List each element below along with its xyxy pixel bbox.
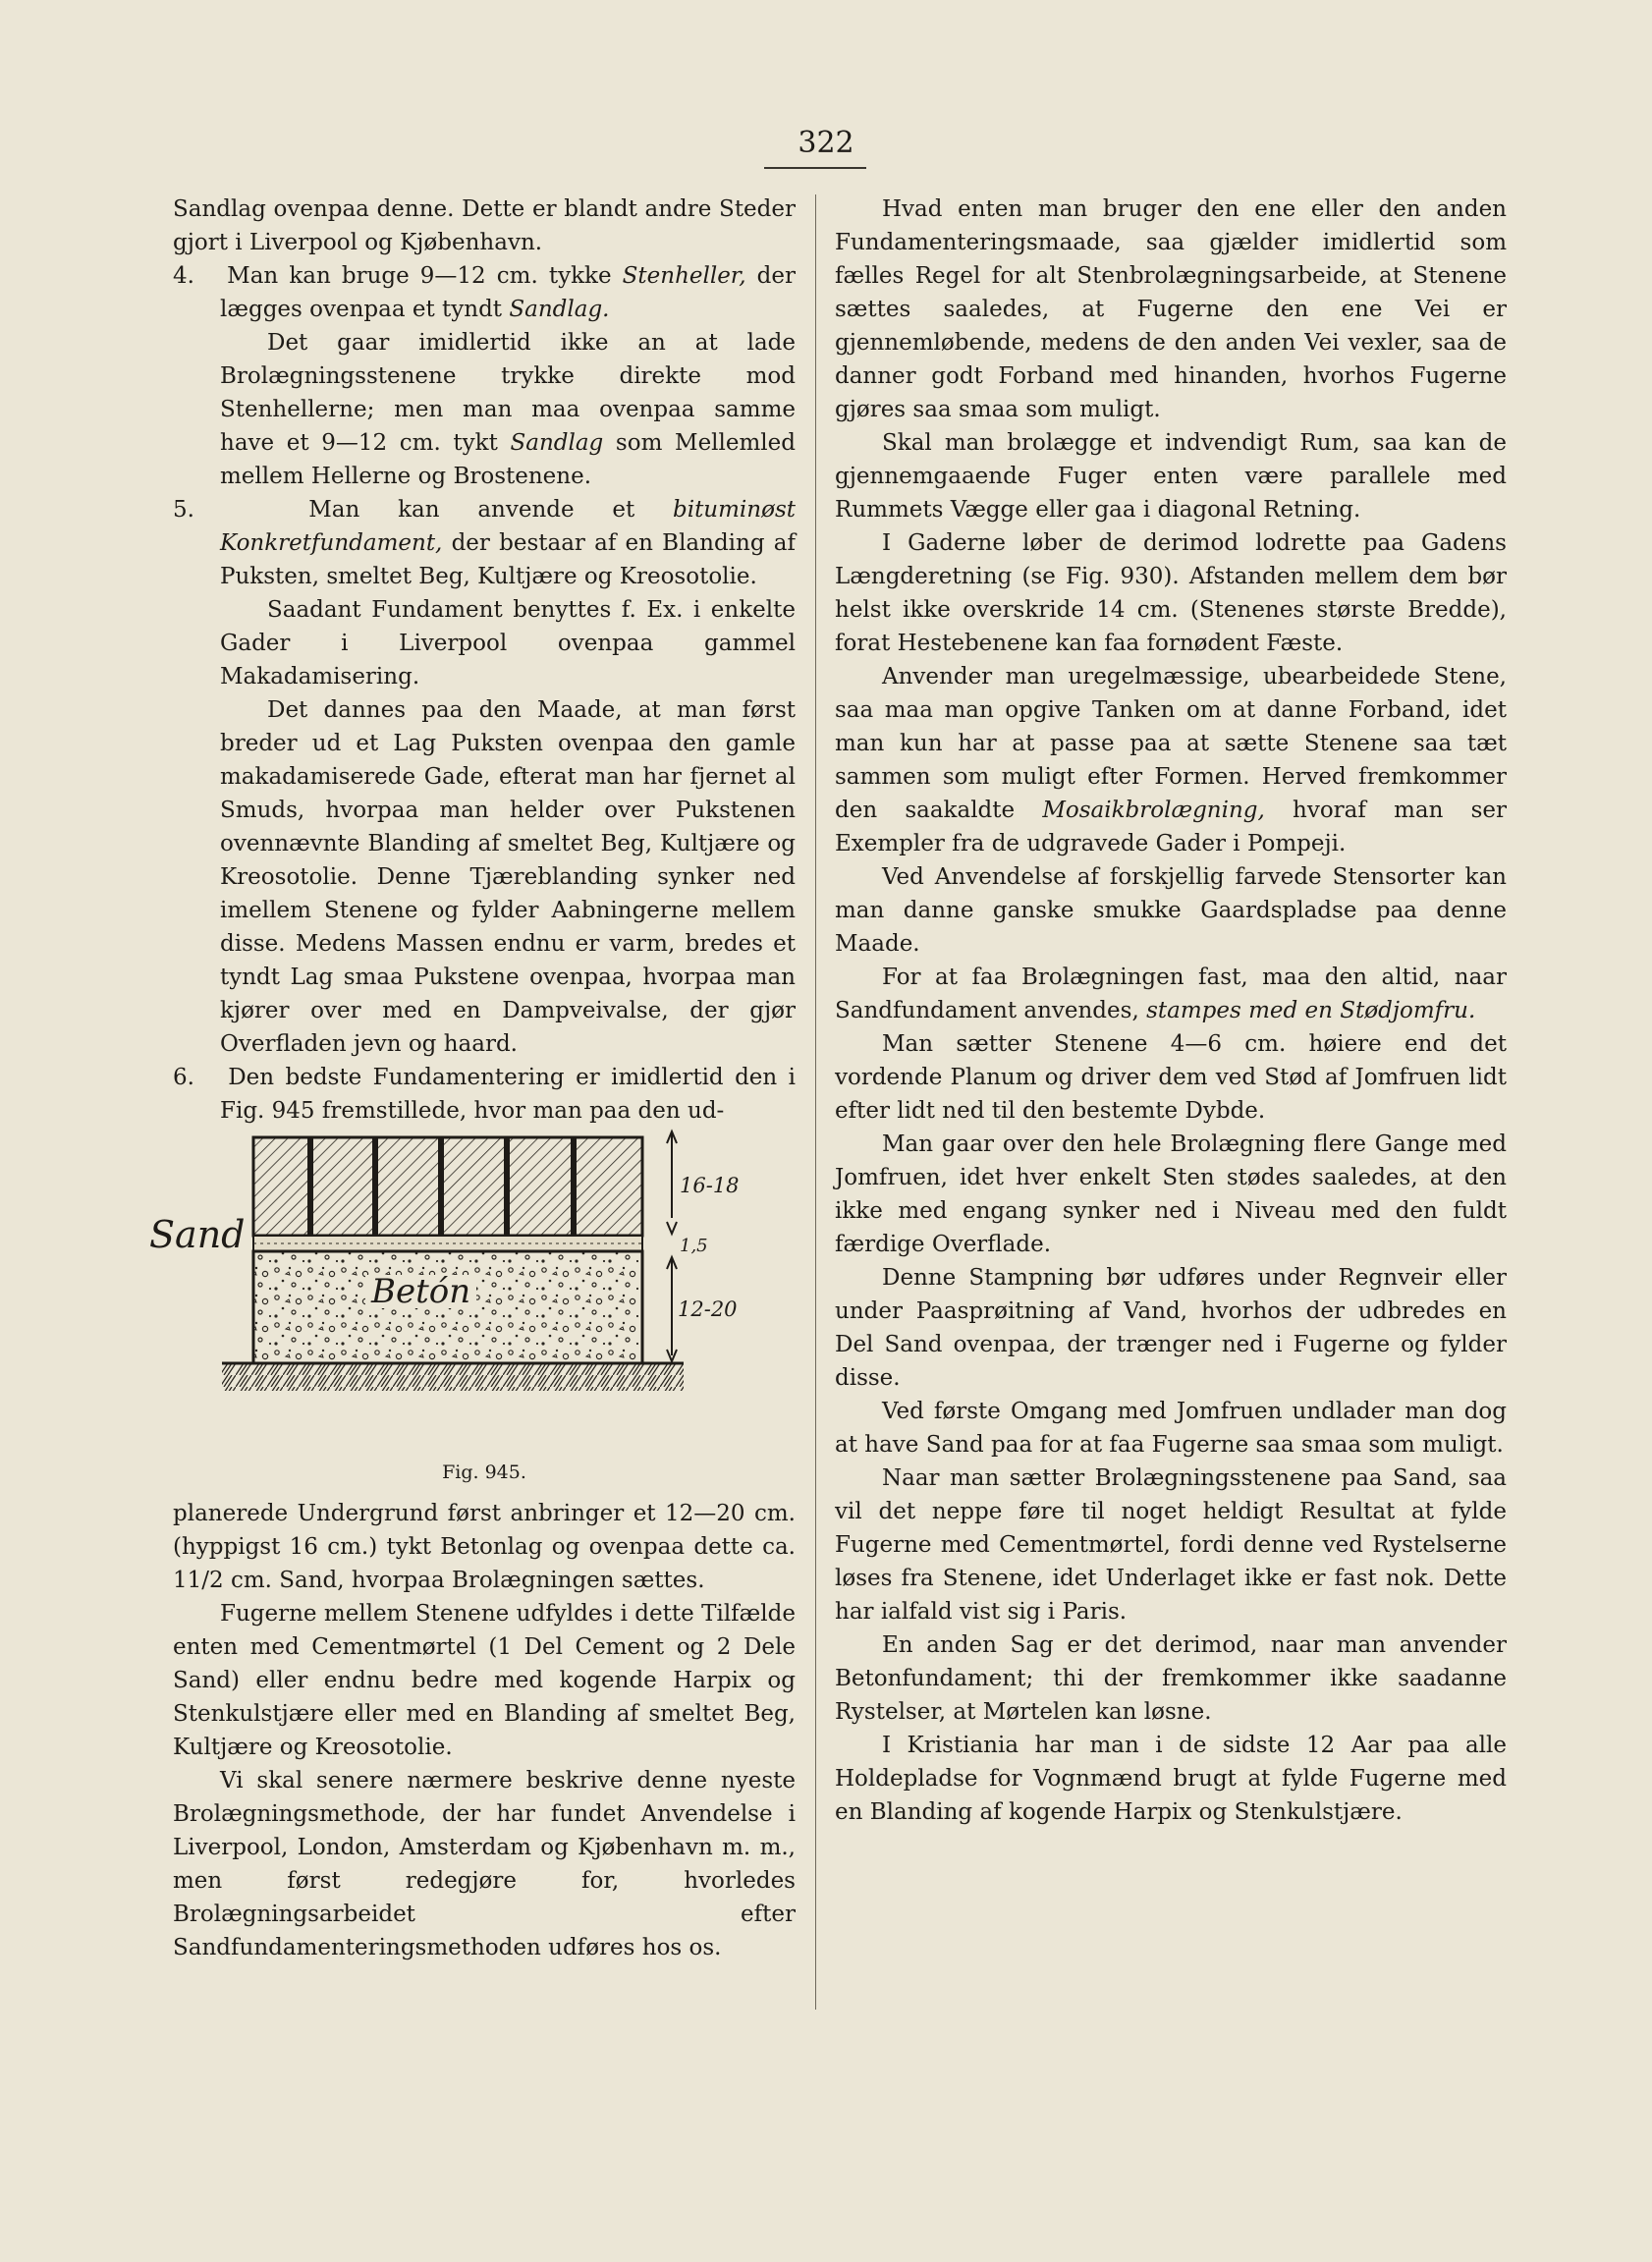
- emphasis-text: stampes med en Stødjomfru.: [1146, 998, 1476, 1023]
- paragraph: Denne Stampning bør udføres under Regnveir eller under Paasprøitning af Vand, hvorhos der udbredes en Del Sand ovenpaa, der trænger ned i Fugerne og fylder disse.: [835, 1265, 1507, 1391]
- list-text: Den bedste Fundamentering er imidlertid den i Fig. 945 fremstillede, hvor man paa den ud-: [220, 1065, 796, 1124]
- emphasis-text: bituminøst Konkretfundament,: [220, 497, 796, 556]
- list-text: Man kan bruge 9—12 cm. tykke: [227, 263, 612, 289]
- text-run: Anvender man uregelmæssige, ubearbeidede Stene, saa maa man opgive Tanken om at danne Forband, idet man kun har at passe paa at sætte Stenene saa tæt sammen som muligt efter Formen. Herved fremkommer den saakaldte: [835, 664, 1507, 823]
- column-divider: [815, 194, 816, 2010]
- paragraph: Skal man brolægge et indvendigt Rum, saa kan de gjennemgaaende Fuger enten være parallele med Rummets Vægge eller gaa i diagonal Retning.: [835, 430, 1507, 523]
- emphasis-text: Sandlag: [510, 430, 604, 456]
- paragraph: Vi skal senere nærmere beskrive denne nyeste Brolægningsmethode, der har fundet Anvendelse i Liverpool, London, Amsterdam og Kjøbenhavn m. m., men først redegjøre for, hvorledes Brolægningsarbeidet efter Sandfundamenteringsmethoden udføres hos os.: [173, 1768, 796, 1960]
- list-number: 6.: [173, 1065, 194, 1090]
- list-subparagraph: Det dannes paa den Maade, at man først breder ud et Lag Puksten ovenpaa den gamle makadamiserede Gade, efterat man har fjernet al Smuds, hvorpaa man helder over Pukstenen ovennævnte Blanding af smeltet Beg, Kultjære og Kreosotolie. Denne Tjæreblanding synker ned imellem Stenene og fylder Aabningerne mellem disse. Medens Massen endnu er varm, bredes et tyndt Lag smaa Pukstene ovenpaa, hvorpaa man kjører over med en Dampveivalse, der gjør Overfladen jevn og haard.: [220, 697, 796, 1057]
- list-item-6: [173, 1061, 796, 1128]
- figure-label-sand: Sand: [149, 1213, 246, 1256]
- text-run: planerede Undergrund først anbringer et 12—20 cm. (hyppigst 16 cm.) tykt Betonlag og ovenpaa dette ca. 1: [173, 1501, 796, 1593]
- list-text: der lægges ovenpaa et tyndt: [220, 263, 797, 322]
- paragraph: [835, 660, 1507, 860]
- paragraph: Naar man sætter Brolægningsstenene paa Sand, saa vil det neppe føre til noget heldigt Resultat at fylde Fugerne med Cementmørtel, fordi denne ved Rystelserne løses fra Stenene, idet Underlaget ikke er fast nok. Dette har ialfald vist sig i Paris.: [835, 1465, 1507, 1625]
- list-subparagraph: Saadant Fundament benyttes f. Ex. i enkelte Gader i Liverpool ovenpaa gammel Makadamisering.: [220, 597, 796, 690]
- page-number: 322: [798, 126, 854, 160]
- paragraph: En anden Sag er det derimod, naar man anvender Betonfundament; thi der fremkommer ikke saadanne Rystelser, at Mørtelen kan løsne.: [835, 1632, 1507, 1725]
- figure-caption: Fig. 945.: [442, 1462, 526, 1483]
- list-item-4: [173, 259, 796, 326]
- paragraph: Ved første Omgang med Jomfruen undlader man dog at have Sand paa for at faa Fugerne saa smaa som muligt.: [835, 1399, 1507, 1458]
- list-number: 5.: [173, 497, 194, 523]
- list-text: der bestaar af en Blanding af Puksten, smeltet Beg, Kultjære og Kreosotolie.: [220, 530, 796, 589]
- text-run: Det gaar imidlertid ikke an at lade Brolægningsstenene trykke direkte mod Stenhellerne; men man maa ovenpaa samme have et 9—12 cm. tykt: [220, 330, 796, 456]
- emphasis-text: Stenheller,: [622, 263, 746, 289]
- list-number: 4.: [173, 263, 194, 289]
- paragraph: Man gaar over den hele Brolægning flere Gange med Jomfruen, idet hver enkelt Sten stødes saaledes, at den ikke med engang synker ned i Niveau med den fuldt færdige Overflade.: [835, 1131, 1507, 1257]
- emphasis-text: Sandlag.: [509, 297, 610, 322]
- right-column: [835, 193, 1507, 1829]
- left-column: [149, 193, 797, 1964]
- dimension-label-sand: 1,5: [680, 1236, 708, 1256]
- page-number-rule: [764, 167, 866, 169]
- paragraph: I Gaderne løber de derimod lodrette paa Gadens Længderetning (se Fig. 930). Afstanden mellem dem bør helst ikke overskride 14 cm. (Stenenes største Bredde), forat Hestebenene kan faa fornødent Fæste.: [835, 530, 1507, 656]
- list-text: Man kan anvende et: [308, 497, 635, 523]
- emphasis-text: Mosaikbrolægning,: [1042, 798, 1265, 823]
- paragraph: Fugerne mellem Stenene udfyldes i dette Tilfælde enten med Cementmørtel (1 Del Cement og 2 Dele Sand) eller endnu bedre med kogende Harpix og Stenkulstjære eller med en Blanding af smeltet Beg, Kultjære og Kreosotolie.: [173, 1601, 796, 1760]
- paragraph: Man sætter Stenene 4—6 cm. høiere end det vordende Planum og driver dem ved Stød af Jomfruen lidt efter lidt ned til den bestemte Dybde.: [835, 1031, 1507, 1124]
- paragraph: [835, 961, 1507, 1027]
- paragraph: I Kristiania har man i de sidste 12 Aar paa alle Holdepladse for Vognmænd brugt at fylde Fugerne med en Blanding af kogende Harpix og Stenkulstjære.: [835, 1733, 1507, 1825]
- list-item-5: [173, 493, 796, 593]
- text-run: hvoraf man ser Exempler fra de udgravede Gader i Pompeji.: [835, 798, 1507, 856]
- paragraph: Hvad enten man bruger den ene eller den anden Fundamenteringsmaade, saa gjælder imidlertid som fælles Regel for alt Stenbrolægningsarbeide, at Stenene sættes saaledes, at Fugerne den ene Vei er gjennemløbende, medens de den anden Vei vexler, saa de danner godt Forband med hinanden, hvorhos Fugerne gjøres saa smaa som muligt.: [835, 196, 1507, 422]
- text-run: som Mellemled mellem Hellerne og Brostenene.: [220, 430, 797, 489]
- list-subparagraph: [173, 326, 796, 493]
- fraction: 1/2: [187, 1568, 224, 1593]
- dimension-label-concrete: 12-20: [678, 1297, 738, 1321]
- figure-label-concrete: Betón: [365, 1275, 476, 1308]
- text-run: cm. Sand, hvorpaa Brolægningen sættes.: [223, 1568, 705, 1593]
- paragraph: Ved Anvendelse af forskjellig farvede Stensorter kan man danne ganske smukke Gaardspladse paa denne Maade.: [835, 864, 1507, 957]
- subgrade: [222, 1363, 684, 1391]
- paragraph: Sandlag ovenpaa denne. Dette er blandt andre Steder gjort i Liverpool og Kjøbenhavn.: [173, 196, 796, 255]
- paragraph: [173, 1497, 796, 1597]
- figure-945: [149, 1128, 796, 1489]
- dimension-label-stone: 16-18: [680, 1174, 740, 1197]
- text-run: For at faa Brolægningen fast, maa den altid, naar Sandfundament anvendes,: [835, 965, 1507, 1023]
